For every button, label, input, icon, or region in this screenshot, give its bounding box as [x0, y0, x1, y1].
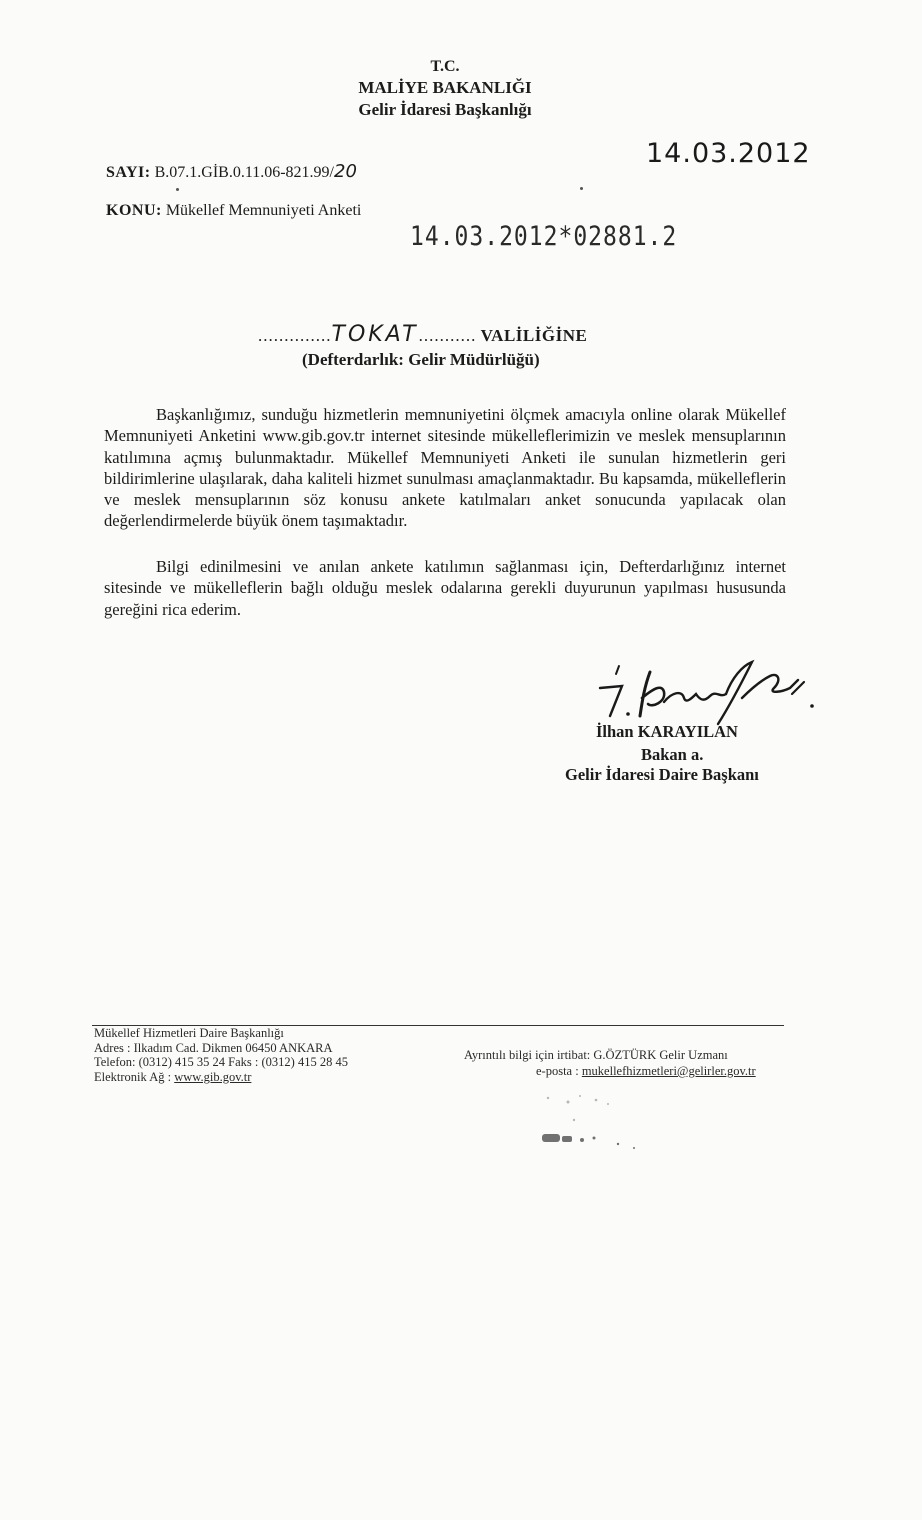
footer-phone: Telefon: (0312) 415 35 24 Faks : (0312) 415 28 45: [94, 1055, 348, 1070]
recipient-city: TOKAT: [331, 322, 419, 347]
letterhead-tc: T.C.: [430, 58, 460, 75]
signatory-name: İlhan KARAYILAN: [596, 722, 738, 741]
handwritten-signature: [592, 658, 822, 728]
body-paragraph-1: [104, 404, 786, 532]
signatory-title: Bakan a.: [641, 745, 704, 764]
subject-line: [106, 202, 361, 220]
letterhead-ministry: MALİYE BAKANLIĞI: [358, 78, 532, 97]
recipient-line: [258, 322, 587, 347]
scan-speck: [580, 187, 583, 190]
sayi-label: SAYI:: [106, 164, 151, 181]
footer-contact: Ayrıntılı bilgi için irtibat: G.ÖZTÜRK Gelir Uzmanı: [464, 1048, 728, 1062]
recipient-dots: ..............: [258, 326, 332, 345]
footer-web-line: [94, 1070, 394, 1085]
footer-email-label: e-posta :: [536, 1064, 582, 1078]
handwritten-date: 14.03.2012: [646, 138, 811, 169]
footer-email-line: [536, 1064, 756, 1079]
recipient-subtitle: (Defterdarlık: Gelir Müdürlüğü): [302, 350, 540, 369]
paragraph-text: Bilgi edinilmesini ve anılan ankete katılımın sağlanması için, Defterdarlığınız internet sitesinde ve mükelleflerin bağlı olduğu meslek odalarına gerekli duyurunun yapılması hususunda gereğini rica ederim.: [104, 557, 786, 619]
recipient-dots: ...........: [418, 326, 477, 345]
paragraph-text: Başkanlığımız, sunduğu hizmetlerin memnuniyetini ölçmek amacıyla online olarak Mükellef Memnuniyeti Anketini www.gib.gov.tr internet sitesinde mükelleflerimizin ve meslek mensuplarının katılımına açmış bulunmaktadır. Mükellef Memnuniyeti Anketi ile sunulan hizmetlerin geri bildirimlerine ulaşılarak, daha kaliteli hizmet sunulması amaçlanmaktadır. Bu kapsamda, mükelleflerin ve meslek mensuplarının söz konusu ankete katılmaları anket sonucunda yapılacak olan değerlendirmelerde büyük önem taşımaktadır.: [104, 405, 786, 531]
konu-value: Mükellef Memnuniyeti Anketi: [165, 202, 362, 219]
footer-email-link[interactable]: mukellefhizmetleri@gelirler.gov.tr: [581, 1064, 756, 1078]
footer-address-block: [94, 1026, 394, 1084]
letterhead-department: Gelir İdaresi Başkanlığı: [358, 100, 532, 119]
footer-address: Adres : Ilkadım Cad. Dikmen 06450 ANKARA: [94, 1040, 333, 1055]
footer-web-label: Elektronik Ağ :: [94, 1069, 175, 1084]
footer-dept: Mükellef Hizmetleri Daire Başkanlığı: [94, 1026, 284, 1040]
scan-speck: [176, 188, 179, 191]
faint-stamp-residue: [538, 1090, 658, 1160]
signatory-department: Gelir İdaresi Daire Başkanı: [565, 765, 759, 784]
recipient-office: VALİLİĞİNE: [480, 326, 588, 345]
footer-web-link[interactable]: www.gib.gov.tr: [174, 1069, 252, 1084]
sayi-handwritten: 20: [334, 161, 357, 182]
body-paragraph-2: [104, 556, 786, 620]
sayi-value: B.07.1.GİB.0.11.06-821.99/: [154, 164, 334, 181]
reference-number: [106, 161, 357, 182]
konu-label: KONU:: [106, 202, 162, 219]
received-stamp: 14.03.2012*02881.2: [410, 222, 678, 252]
